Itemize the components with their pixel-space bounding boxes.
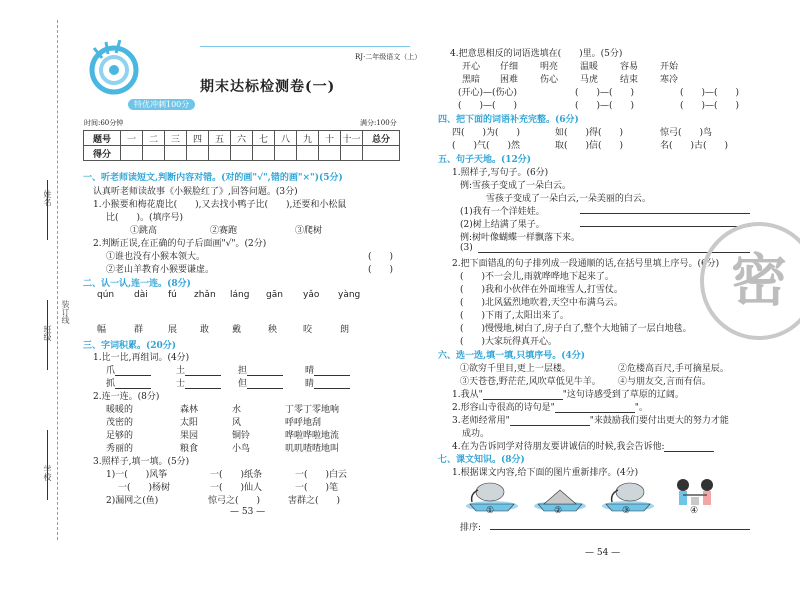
s7-q3: 3.老师经常用" "来鼓励我们要付出更大的努力才能 <box>452 416 729 426</box>
answer-line[interactable] <box>580 226 750 227</box>
s7-q3-cont: 成功。 <box>462 429 490 439</box>
match-item[interactable]: 叽叽喳喳地叫 <box>285 444 340 454</box>
idiom-fill[interactable]: ( )气( )然 <box>452 141 521 151</box>
s3-q2: 2.连一连。(8分) <box>93 392 160 402</box>
fill-item[interactable]: 一( )白云 <box>295 470 348 480</box>
s7-q4: 4.在为告诉同学对待朋友要讲诚信的时候,我会告诉他: <box>452 439 714 452</box>
s3-q1: 1.比一比,再组词。(4分) <box>93 353 190 363</box>
section-2-title: 二、认一认,连一连。(8分) <box>83 279 191 289</box>
compare-char: 抓 <box>106 376 151 389</box>
word-blank[interactable] <box>314 366 350 376</box>
match-item[interactable]: 小鸟 <box>232 444 251 454</box>
score-cell: 题号 <box>84 131 121 146</box>
match-item[interactable]: 足够的 <box>106 431 134 441</box>
score-input[interactable] <box>297 146 319 161</box>
score-input[interactable] <box>275 146 297 161</box>
s7-q2: 2.形容山寺很高的诗句是" "。 <box>452 403 648 413</box>
antonym-word[interactable]: 寒冷 <box>660 75 679 85</box>
word-blank[interactable] <box>115 366 151 376</box>
section-5-title: 五、句子天地。(12分) <box>438 155 532 165</box>
match-item[interactable]: 太阳 <box>180 418 199 428</box>
char[interactable]: 展 <box>168 325 178 335</box>
antonym-word[interactable]: 黑暗 <box>462 75 481 85</box>
word-blank[interactable] <box>185 379 221 389</box>
word-blank[interactable] <box>314 379 350 389</box>
s6-example3: 例:树叶像蝴蝶一样飘落下来。 <box>460 233 581 243</box>
antonym-pair[interactable]: ( )—( ) <box>458 101 518 111</box>
score-cell: 一 <box>121 131 143 146</box>
antonym-word[interactable]: 困难 <box>500 75 519 85</box>
s1-q2b: ②老山羊教育小猴要谦虚。 <box>106 265 215 275</box>
answer-blank[interactable] <box>483 390 563 400</box>
match-item[interactable]: 果园 <box>180 431 199 441</box>
score-cell: 二 <box>143 131 165 146</box>
char[interactable]: 朗 <box>340 325 350 335</box>
section-7-title: 七、课文知识。(8分) <box>438 455 525 465</box>
sentence-item[interactable]: ( )我和小伙伴在外面堆雪人,打雪仗。 <box>460 285 623 295</box>
score-cell: 十一 <box>341 131 363 146</box>
sentence-item[interactable]: ( )北风猛烈地吹着,天空中布满乌云。 <box>460 298 623 308</box>
score-cell: 四 <box>187 131 209 146</box>
order-answer-line[interactable] <box>490 529 750 530</box>
score-input[interactable] <box>121 146 143 161</box>
fill-item[interactable]: 惊弓之( ) <box>208 496 261 506</box>
compare-char: 睛 <box>305 376 350 389</box>
section-3-title: 三、字词积累。(20分) <box>83 341 177 351</box>
antonym-word[interactable]: 容易 <box>620 62 639 72</box>
binding-line <box>57 20 59 540</box>
poem-option: ①欲穷千里目,更上一层楼。 <box>460 364 571 374</box>
s4-question: 4.把意思相反的词语选填在( )里。(5分) <box>450 49 623 59</box>
pinyin[interactable]: yǎo <box>303 290 320 300</box>
score-input[interactable] <box>319 146 341 161</box>
name-write-line[interactable] <box>47 180 49 240</box>
pinyin[interactable]: gān <box>266 290 283 300</box>
idiom-fill[interactable]: 取( )信( ) <box>555 141 624 151</box>
s7-q1: 1.我从" "这句诗感受到了草原的辽阔。 <box>452 390 684 400</box>
fill-item[interactable]: 害群之( ) <box>288 496 341 506</box>
fill-item[interactable]: 一( )仙人 <box>210 483 263 493</box>
fill-item[interactable]: 2)漏网之(鱼) <box>106 496 159 506</box>
score-input[interactable] <box>143 146 165 161</box>
word-blank[interactable] <box>247 366 283 376</box>
char[interactable]: 戴 <box>232 325 242 335</box>
fill-item[interactable]: 一( )杨树 <box>118 483 171 493</box>
antonym-word[interactable]: 开始 <box>660 62 679 72</box>
s1-opt: ②赛跑 <box>210 226 238 236</box>
compare-char: 爪 <box>106 363 151 376</box>
name-label: 姓名 <box>43 190 52 206</box>
antonym-word[interactable]: 明亮 <box>540 62 559 72</box>
score-input[interactable] <box>253 146 275 161</box>
pinyin[interactable]: zhǎn <box>194 290 216 300</box>
compare-char: 土 <box>176 363 221 376</box>
answer-blank[interactable] <box>664 442 714 452</box>
score-input[interactable] <box>187 146 209 161</box>
idiom-fill[interactable]: 如( )得( ) <box>555 128 624 138</box>
binding-band <box>0 0 84 590</box>
s1-q2a: ①谁也没有小猴本领大。 <box>106 252 206 262</box>
antonym-word[interactable]: 开心 <box>462 62 481 72</box>
match-item[interactable]: 暖暖的 <box>106 405 134 415</box>
score-cell: 十 <box>319 131 341 146</box>
match-item[interactable]: 茂密的 <box>106 418 134 428</box>
s6-example: 例:雪孩子变成了一朵白云。 <box>460 181 572 191</box>
pinyin[interactable]: dài <box>134 290 148 300</box>
match-item[interactable]: 风 <box>232 418 242 428</box>
word-blank[interactable] <box>115 379 151 389</box>
s1-intro: 认真听老师读故事《小猴脸红了》,回答问题。(3分) <box>93 187 298 197</box>
antonym-word[interactable]: 马虎 <box>580 75 599 85</box>
antonym-pair[interactable]: ( )—( ) <box>680 101 740 111</box>
match-item[interactable]: 丁零丁零地响 <box>285 405 340 415</box>
sentence-item[interactable]: ( )大家玩得真开心。 <box>460 337 558 347</box>
compare-char: 晴 <box>305 363 350 376</box>
char[interactable]: 秧 <box>268 325 278 335</box>
char[interactable]: 群 <box>134 325 144 335</box>
antonym-pair[interactable]: ( )—( ) <box>575 88 635 98</box>
image-number: ① <box>486 506 495 516</box>
idiom-fill[interactable]: 名( )古( ) <box>660 141 729 151</box>
exam-time: 时间:60分钟 <box>84 119 124 127</box>
s6-q1a: (1)我有一个洋娃娃。 <box>460 207 545 217</box>
antonym-word[interactable]: 仔细 <box>500 62 519 72</box>
swirl-logo-icon <box>84 40 154 100</box>
fill-item[interactable]: 一( )笔 <box>295 483 339 493</box>
compare-char: 担 <box>238 363 283 376</box>
fill-item[interactable]: 一( )纸条 <box>210 470 263 480</box>
s1-q2: 2.判断正误,在正确的句子后面画"√"。(2分) <box>93 239 267 249</box>
page-title: 期末达标检测卷(一) <box>200 79 336 95</box>
score-input[interactable] <box>231 146 253 161</box>
poem-option: ④与朋友交,言而有信。 <box>618 377 711 387</box>
pinyin[interactable]: yàng <box>338 290 361 300</box>
sentence-item[interactable]: ( )不一会儿,雨就哗哗地下起来了。 <box>460 272 614 282</box>
score-input[interactable] <box>341 146 363 161</box>
answer-blank[interactable] <box>510 416 590 426</box>
section-1-title: 一、听老师读短文,判断内容对错。(对的画"√",错的画"×")(5分) <box>83 173 343 183</box>
sentence-item[interactable]: ( )下雨了,太阳出来了。 <box>460 311 569 321</box>
score-table <box>83 130 400 161</box>
compare-char: 但 <box>238 376 283 389</box>
answer-blank[interactable] <box>555 403 635 413</box>
antonym-word[interactable]: 结束 <box>620 75 639 85</box>
s8-order-label: 排序: <box>460 523 482 533</box>
school-write-line[interactable] <box>47 430 49 500</box>
match-item[interactable]: 秀丽的 <box>106 444 134 454</box>
score-cell: 五 <box>209 131 231 146</box>
pinyin[interactable]: qún <box>97 290 115 300</box>
char[interactable]: 敢 <box>200 325 210 335</box>
s1-q1: 1.小猴要和梅花鹿比( ),又去找小鸭子比( ),还要和小松鼠 <box>93 200 347 210</box>
s6-q2: 2.把下面错乱的句子排列成一段通顺的话,在括号里填上序号。(6分) <box>452 259 720 269</box>
s1-opt: ①跳高 <box>130 226 158 236</box>
idiom-fill[interactable]: 四( )为( ) <box>452 128 521 138</box>
score-cell: 九 <box>297 131 319 146</box>
poem-option: ②危楼高百尺,手可摘星辰。 <box>618 364 729 374</box>
antonym-pair[interactable]: ( )—( ) <box>680 88 740 98</box>
antonym-pair[interactable]: (开心)—(伤心) <box>458 88 518 98</box>
page-number-right: — 54 — <box>585 548 621 558</box>
image-number: ③ <box>622 506 631 516</box>
s6-q1c: (3) <box>460 243 473 253</box>
s1-q1-cont: 比( )。(填序号) <box>106 213 184 223</box>
image-number: ② <box>554 506 563 516</box>
match-item[interactable]: 哗啦哗啦地流 <box>285 431 340 441</box>
score-table-header-row <box>84 131 400 146</box>
char[interactable]: 咬 <box>303 325 313 335</box>
seal-line-label: 装订线 <box>61 300 70 324</box>
match-item[interactable]: 森林 <box>180 405 199 415</box>
s8-q1: 1.根据课文内容,给下面的图片重新排序。(4分) <box>452 468 639 478</box>
idiom-fill[interactable]: 惊弓( )鸟 <box>660 128 713 138</box>
s6-q1: 1.照样子,写句子。(6分) <box>452 168 549 178</box>
secret-stamp-icon: 密 <box>700 222 800 340</box>
answer-line[interactable] <box>580 213 750 214</box>
match-item[interactable]: 铜铃 <box>232 431 251 441</box>
score-input[interactable] <box>165 146 187 161</box>
class-label: 班级 <box>43 325 52 341</box>
pinyin[interactable]: láng <box>230 290 250 300</box>
score-input[interactable] <box>363 146 400 161</box>
grade-tag: RJ·二年级语文（上） <box>355 53 422 61</box>
s3-q3: 3.照样子,填一填。(5分) <box>93 457 190 467</box>
score-cell: 得分 <box>84 146 121 161</box>
score-table-score-row <box>84 146 400 161</box>
answer-paren[interactable]: ( ) <box>368 252 394 262</box>
char[interactable]: 幅 <box>97 325 107 335</box>
score-cell: 总分 <box>363 131 400 146</box>
answer-paren[interactable]: ( ) <box>368 265 394 275</box>
antonym-pair[interactable]: ( )—( ) <box>575 101 635 111</box>
s1-opt: ③爬树 <box>295 226 323 236</box>
score-cell: 六 <box>231 131 253 146</box>
match-item[interactable]: 水 <box>232 405 242 415</box>
slogan-badge: 特优冲刺100分 <box>128 99 195 110</box>
page-number-left: — 53 — <box>230 507 266 517</box>
sentence-item[interactable]: ( )慢慢地,树白了,房子白了,整个大地铺了一层白地毯。 <box>460 324 692 334</box>
word-blank[interactable] <box>247 379 283 389</box>
score-cell: 三 <box>165 131 187 146</box>
score-cell: 八 <box>275 131 297 146</box>
section-6-title: 六、选一选,填一填,只填序号。(4分) <box>438 351 586 361</box>
s6-example2: 雪孩子变成了一朵白云,一朵美丽的白云。 <box>486 194 651 204</box>
antonym-word[interactable]: 伤心 <box>540 75 559 85</box>
antonym-word[interactable]: 温暖 <box>580 62 599 72</box>
image-number: ④ <box>690 506 699 516</box>
match-item[interactable]: 呼呼地刮 <box>285 418 322 428</box>
school-label: 学校 <box>43 465 52 481</box>
compare-char: 士 <box>176 376 221 389</box>
class-write-line[interactable] <box>47 300 49 370</box>
fill-item[interactable]: 1)一( )风筝 <box>106 470 168 480</box>
pinyin[interactable]: fú <box>168 290 177 300</box>
poem-option: ③天苍苍,野茫茫,风吹草低见牛羊。 <box>460 377 601 387</box>
exam-score: 满分:100分 <box>360 119 397 127</box>
s6-q1b: (2)树上结满了果子。 <box>460 220 545 230</box>
match-item[interactable]: 粮食 <box>180 444 199 454</box>
score-cell: 七 <box>253 131 275 146</box>
score-input[interactable] <box>209 146 231 161</box>
word-blank[interactable] <box>185 366 221 376</box>
section-4-title: 四、把下面的词语补充完整。(6分) <box>438 115 579 125</box>
